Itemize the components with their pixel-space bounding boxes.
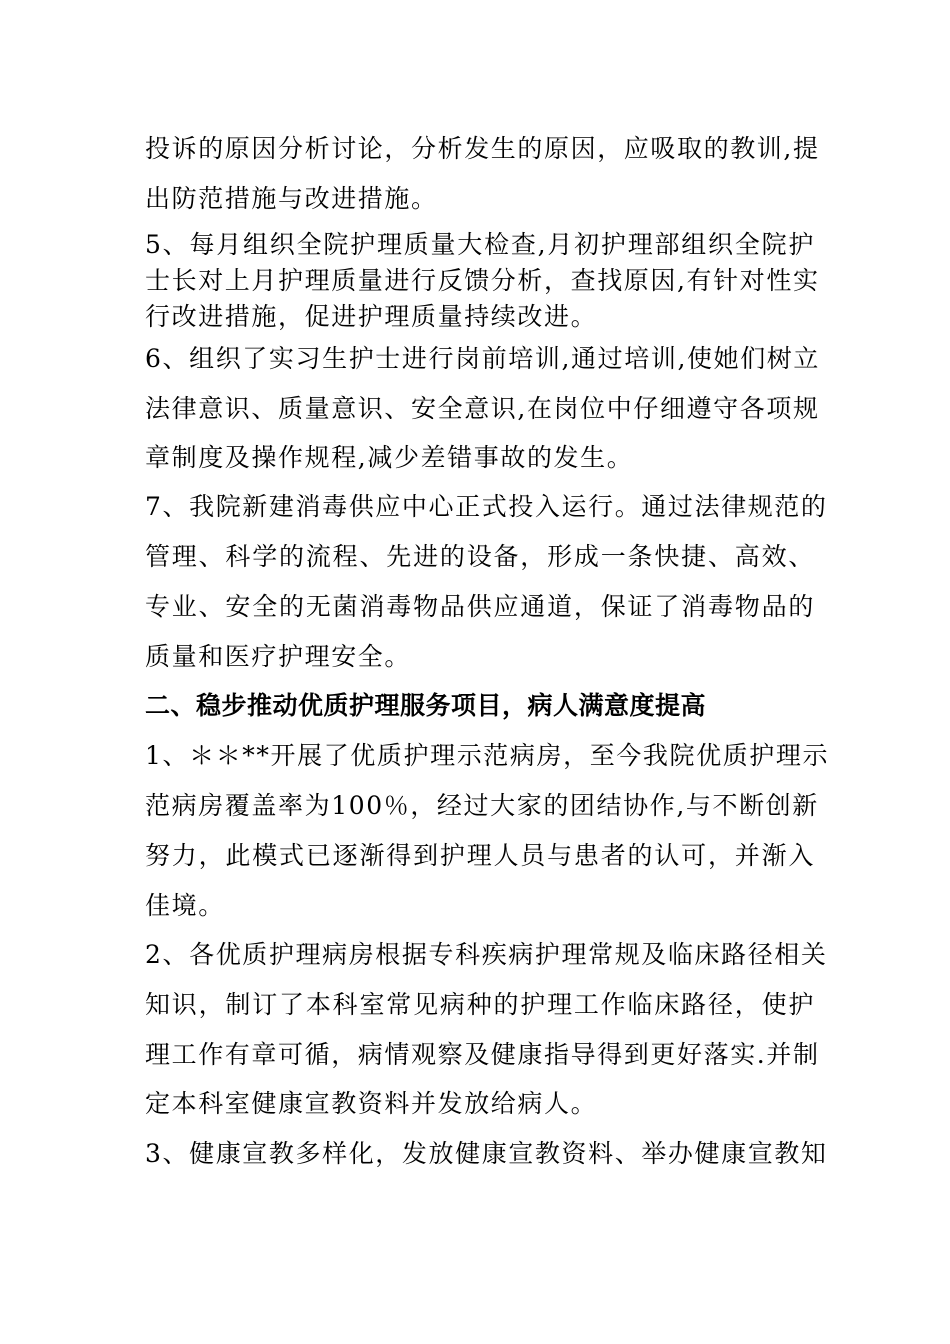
text-line: 法律意识、质量意识、安全意识,在岗位中仔细遵守各项规 — [145, 394, 820, 423]
text-line: 5、每月组织全院护理质量大检查,月初护理部组织全院护 — [145, 230, 815, 259]
text-line: 定本科室健康宣教资料并发放给病人。 — [145, 1089, 598, 1118]
text-line: 1、＊＊**开展了优质护理示范病房，至今我院优质护理示 — [145, 741, 830, 770]
text-line: 6、组织了实习生护士进行岗前培训,通过培训,使她们树立 — [145, 344, 821, 373]
text-line: 理工作有章可循，病情观察及健康指导得到更好落实.并制 — [145, 1040, 820, 1069]
text-line: 2、各优质护理病房根据专科疾病护理常规及临床路径相关 — [145, 940, 828, 969]
text-line: 努力，此模式已逐渐得到护理人员与患者的认可，并渐入 — [145, 841, 815, 870]
text-line: 质量和医疗护理安全。 — [145, 642, 412, 671]
text-line: 7、我院新建消毒供应中心正式投入运行。通过法律规范的 — [145, 492, 828, 521]
text-line: 行改进措施，促进护理质量持续改进。 — [145, 302, 598, 331]
text-line: 知识，制订了本科室常见病种的护理工作临床路径，使护 — [145, 990, 815, 1019]
text-line: 专业、安全的无菌消毒物品供应通道，保证了消毒物品的 — [145, 592, 815, 621]
text-line: 佳境。 — [145, 891, 225, 920]
section-heading: 二、稳步推动优质护理服务项目，病人满意度提高 — [145, 691, 707, 720]
text-line: 章制度及操作规程,减少差错事故的发生。 — [145, 443, 634, 472]
text-line: 管理、科学的流程、先进的设备，形成一条快捷、高效、 — [145, 542, 815, 571]
text-line: 3、健康宣教多样化，发放健康宣教资料、举办健康宣教知 — [145, 1139, 828, 1168]
text-line: 投诉的原因分析讨论，分析发生的原因，应吸取的教训,提 — [145, 134, 820, 163]
text-line: 范病房覆盖率为100％，经过大家的团结协作,与不断创新 — [145, 791, 819, 820]
text-line: 出防范措施与改进措施。 — [145, 184, 438, 213]
text-line: 士长对上月护理质量进行反馈分析，查找原因,有针对性实 — [145, 266, 820, 295]
